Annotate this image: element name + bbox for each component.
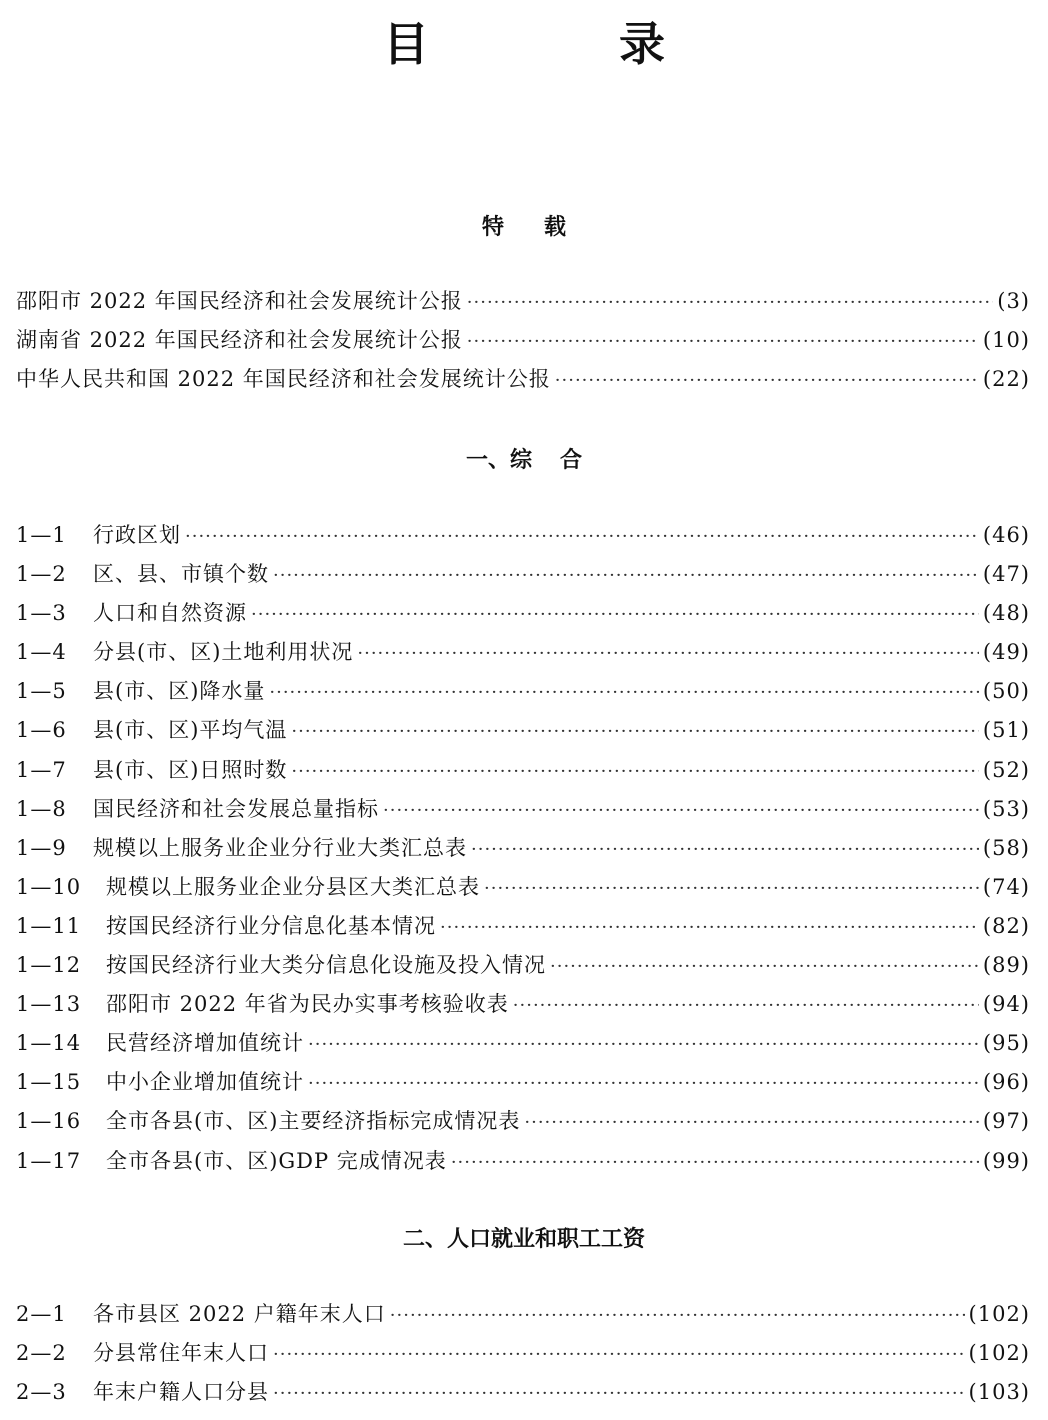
entry-page: (95) (982, 1031, 1030, 1056)
leader-dots (451, 1143, 979, 1182)
entry-page: (10) (982, 328, 1030, 353)
entry-number: 1—5 (16, 679, 67, 704)
toc-entry[interactable] (16, 633, 1030, 672)
leader-dots (555, 361, 979, 400)
leader-dots (308, 1025, 979, 1064)
entry-number: 1—2 (16, 562, 67, 587)
toc-entry[interactable] (16, 1334, 1030, 1373)
leader-dots (390, 1296, 965, 1335)
leader-dots (471, 830, 979, 869)
entry-number: 1—12 (16, 953, 82, 978)
toc-entry[interactable] (16, 321, 1030, 360)
leader-dots (251, 595, 979, 634)
entry-number: 1—4 (16, 640, 67, 665)
entry-page: (94) (982, 992, 1030, 1017)
entry-number: 1—14 (16, 1031, 82, 1056)
section-heading-general-prefix: 一、综 (465, 447, 532, 473)
toc-entry[interactable] (16, 1373, 1030, 1412)
toc-entry[interactable] (16, 1024, 1030, 1063)
entry-title: 分县(市、区)土地利用状况 (93, 640, 354, 665)
entry-page: (102) (968, 1302, 1030, 1326)
toc-entry[interactable] (16, 555, 1030, 594)
toc-entry[interactable] (16, 711, 1030, 750)
entry-page: (3) (997, 289, 1030, 313)
entry-title: 中小企业增加值统计 (106, 1070, 304, 1095)
entry-page: (47) (982, 562, 1030, 587)
entry-title: 规模以上服务业企业分县区大类汇总表 (106, 874, 480, 899)
toc-entry[interactable] (16, 751, 1030, 790)
toc-entry[interactable] (16, 1295, 1030, 1334)
toc-entry[interactable] (16, 360, 1030, 399)
toc-entry[interactable] (16, 829, 1030, 868)
entry-page: (52) (982, 757, 1030, 782)
entry-title: 全市各县(市、区)GDP 完成情况表 (106, 1148, 447, 1173)
entry-number: 2—3 (16, 1380, 67, 1405)
entry-number: 1—15 (16, 1070, 82, 1095)
entry-title: 各市县区 2022 户籍年末人口 (93, 1302, 386, 1326)
entry-number: 1—11 (16, 913, 82, 938)
toc-entry[interactable] (16, 594, 1030, 633)
entry-page: (97) (982, 1109, 1030, 1134)
leader-dots (513, 986, 979, 1025)
toc-entry[interactable] (16, 282, 1030, 321)
general-entry-list (16, 516, 1030, 1181)
entry-page: (74) (982, 874, 1030, 899)
entry-title: 邵阳市 2022 年国民经济和社会发展统计公报 (16, 289, 463, 313)
entry-title: 年末户籍人口分县 (93, 1380, 269, 1405)
entry-page: (48) (982, 601, 1030, 626)
entry-page: (53) (982, 796, 1030, 821)
entry-number: 1—9 (16, 835, 67, 860)
section-heading-special: 特载 (481, 214, 606, 240)
leader-dots (524, 1103, 979, 1142)
entry-title: 规模以上服务业企业分行业大类汇总表 (93, 835, 467, 860)
entry-title: 邵阳市 2022 年省为民办实事考核验收表 (106, 992, 509, 1017)
section-heading-population: 二、人口就业和职工工资 (402, 1226, 645, 1252)
leader-dots (383, 791, 979, 830)
entry-page: (96) (982, 1070, 1030, 1095)
special-entry-list (16, 282, 1030, 399)
entry-page: (102) (968, 1341, 1030, 1366)
leader-dots (291, 712, 979, 751)
entry-page: (103) (968, 1380, 1030, 1405)
leader-dots (291, 752, 979, 791)
leader-dots (273, 1374, 965, 1413)
toc-entry[interactable] (16, 1102, 1030, 1141)
entry-title: 国民经济和社会发展总量指标 (93, 796, 379, 821)
leader-dots (550, 947, 979, 986)
entry-number: 1—3 (16, 601, 67, 626)
leader-dots (357, 634, 979, 673)
leader-dots (269, 673, 979, 712)
entry-number: 1—13 (16, 992, 82, 1017)
toc-entry[interactable] (16, 790, 1030, 829)
leader-dots (440, 908, 979, 947)
population-entry-list (16, 1295, 1030, 1412)
entry-number: 1—16 (16, 1109, 82, 1134)
toc-entry[interactable] (16, 946, 1030, 985)
entry-number: 1—10 (16, 874, 82, 899)
entry-number: 1—6 (16, 718, 67, 743)
toc-entry[interactable] (16, 1063, 1030, 1102)
entry-page: (46) (982, 523, 1030, 547)
section-heading-general-suffix: 合 (560, 447, 583, 473)
entry-title: 县(市、区)降水量 (93, 679, 266, 704)
leader-dots (308, 1064, 979, 1103)
entry-page: (49) (982, 640, 1030, 665)
entry-page: (99) (982, 1148, 1030, 1173)
entry-title: 区、县、市镇个数 (93, 562, 269, 587)
entry-page: (51) (982, 718, 1030, 743)
toc-entry[interactable] (16, 516, 1030, 555)
entry-number: 2—2 (16, 1341, 67, 1366)
entry-number: 1—17 (16, 1148, 82, 1173)
entry-title: 中华人民共和国 2022 年国民经济和社会发展统计公报 (16, 367, 551, 392)
entry-page: (58) (982, 835, 1030, 860)
entry-number: 1—7 (16, 757, 67, 782)
leader-dots (467, 322, 979, 361)
entry-number: 2—1 (16, 1302, 67, 1326)
entry-title: 按国民经济行业大类分信息化设施及投入情况 (106, 953, 546, 978)
entry-title: 人口和自然资源 (93, 601, 247, 626)
entry-page: (82) (982, 913, 1030, 938)
entry-title: 民营经济增加值统计 (106, 1031, 304, 1056)
toc-entry[interactable] (16, 672, 1030, 711)
page-title: 目录 (383, 17, 855, 71)
entry-title: 按国民经济行业分信息化基本情况 (106, 913, 436, 938)
toc-entry[interactable] (16, 985, 1030, 1024)
leader-dots (185, 517, 979, 556)
leader-dots (273, 556, 979, 595)
entry-title: 分县常住年末人口 (93, 1341, 269, 1366)
entry-number: 1—1 (16, 523, 67, 547)
toc-entry[interactable] (16, 868, 1030, 907)
entry-title: 县(市、区)日照时数 (93, 757, 288, 782)
entry-number: 1—8 (16, 796, 67, 821)
leader-dots (484, 869, 979, 908)
entry-page: (89) (982, 953, 1030, 978)
leader-dots (273, 1335, 965, 1374)
toc-entry[interactable] (16, 907, 1030, 946)
entry-page: (50) (982, 679, 1030, 704)
toc-entry[interactable] (16, 1142, 1030, 1181)
entry-title: 县(市、区)平均气温 (93, 718, 288, 743)
entry-page: (22) (982, 367, 1030, 392)
entry-title: 行政区划 (93, 523, 181, 547)
leader-dots (467, 283, 993, 322)
entry-title: 湖南省 2022 年国民经济和社会发展统计公报 (16, 328, 463, 353)
section-heading-general (0, 445, 1048, 475)
entry-title: 全市各县(市、区)主要经济指标完成情况表 (106, 1109, 521, 1134)
